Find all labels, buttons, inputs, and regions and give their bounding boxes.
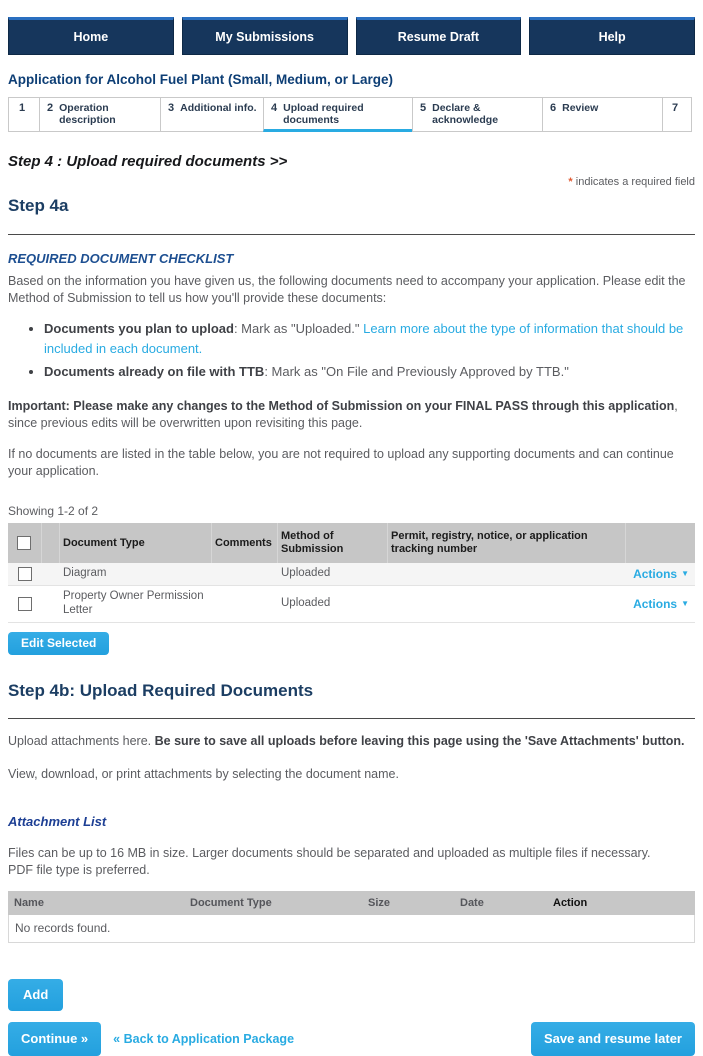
att-header-size: Size xyxy=(368,897,391,910)
tab-step-6-review[interactable] xyxy=(542,97,663,132)
showing-count: Showing 1-2 of 2 xyxy=(8,504,99,519)
row-2-checkbox-cell xyxy=(8,586,42,623)
bullet-documents-to-upload xyxy=(44,319,695,359)
tab-step-5-number: 5 xyxy=(420,102,427,114)
upload-instructions xyxy=(8,733,695,750)
important-note xyxy=(8,398,695,433)
tab-step-2-operation-description[interactable] xyxy=(39,97,161,132)
header-select-all-cell xyxy=(8,523,42,563)
back-to-application-package-link[interactable]: « Back to Application Package xyxy=(113,1032,295,1047)
step-4-heading: Step 4 : Upload required documents >> xyxy=(8,153,288,171)
header-actions-cell xyxy=(626,523,695,563)
row-2-actions-label: Actions xyxy=(633,597,678,612)
step-4b-heading: Step 4b: Upload Required Documents xyxy=(8,681,314,701)
caret-down-icon: ▼ xyxy=(681,569,689,579)
tab-step-6-label: Review xyxy=(562,102,599,114)
no-documents-note: If no documents are listed in the table below, you are not required to upload any supporting documents and can continue your application. xyxy=(8,446,674,478)
row-1-permit xyxy=(388,563,626,586)
upload-instructions-bold: Be sure to save all uploads before leaving this page using the 'Save Attachments' button. xyxy=(154,734,685,749)
row-2-checkbox[interactable] xyxy=(18,597,32,611)
att-header-name: Name xyxy=(14,897,44,910)
row-2-method: Uploaded xyxy=(278,586,388,623)
attachments-table xyxy=(8,891,695,943)
tab-step-5-label: Declare & acknowledge xyxy=(432,102,499,127)
select-all-checkbox[interactable] xyxy=(17,536,31,550)
tab-step-6-number: 6 xyxy=(550,102,557,114)
required-documents-table xyxy=(8,523,695,623)
top-nav xyxy=(8,17,695,55)
no-records-row: No records found. xyxy=(8,915,695,943)
tab-step-4-number: 4 xyxy=(271,102,278,114)
tab-step-3-label: Additional info. xyxy=(180,102,257,114)
add-attachment-button[interactable]: Add xyxy=(8,979,63,1011)
required-documents-table-header xyxy=(8,523,695,563)
checklist-intro-text: Based on the information you have given us, the following documents need to accompany your application. Please edit the Method of Submission to tell us how you'll provide these documents: xyxy=(8,274,686,306)
file-size-note-line-2: PDF file type is preferred. xyxy=(8,862,150,877)
nav-help-button[interactable]: Help xyxy=(529,17,695,55)
tab-step-2-number: 2 xyxy=(47,102,54,114)
row-2-comments xyxy=(212,586,278,623)
row-2-actions-menu[interactable] xyxy=(626,586,695,623)
step-tabs xyxy=(8,97,695,132)
nav-my-submissions-button[interactable]: My Submissions xyxy=(182,17,348,55)
bullet-2-bold: Documents already on file with TTB xyxy=(44,363,265,379)
tab-step-4-upload-required-documents-active[interactable] xyxy=(263,97,413,132)
tab-step-3-additional-info[interactable] xyxy=(160,97,264,132)
step-4a-heading: Step 4a xyxy=(8,196,69,216)
continue-button[interactable]: Continue » xyxy=(8,1022,101,1056)
header-spacer-cell xyxy=(42,523,60,563)
bullet-1-text: : Mark as "Uploaded." xyxy=(233,320,364,336)
important-note-bold: Important: Please make any changes to the Method of Submission on your FINAL PASS through this application xyxy=(8,399,675,414)
save-and-resume-later-button[interactable]: Save and resume later xyxy=(531,1022,695,1056)
required-field-note xyxy=(8,176,695,188)
att-header-document-type: Document Type xyxy=(190,897,272,910)
attachments-table-header xyxy=(8,891,695,915)
row-1-actions-label: Actions xyxy=(633,567,678,582)
required-document-checklist-title: REQUIRED DOCUMENT CHECKLIST xyxy=(8,251,234,267)
divider xyxy=(8,234,695,235)
att-header-action: Action xyxy=(553,897,588,910)
upload-instructions-normal: Upload attachments here. xyxy=(8,734,155,749)
header-comments: Comments xyxy=(212,523,278,563)
file-size-note xyxy=(8,845,695,880)
tab-step-5-declare-acknowledge[interactable] xyxy=(412,97,543,132)
tab-step-4-label: Upload required documents xyxy=(283,102,364,127)
page-title: Application for Alcohol Fuel Plant (Small, Medium, or Large) xyxy=(8,72,394,87)
tab-step-7-number: 7 xyxy=(671,102,679,114)
row-1-spacer xyxy=(42,563,60,586)
row-1-comments xyxy=(212,563,278,586)
divider xyxy=(8,718,695,719)
bullet-documents-on-file xyxy=(44,362,695,382)
bullet-1-bold: Documents you plan to upload xyxy=(44,320,234,336)
tab-step-1[interactable] xyxy=(8,97,40,132)
row-2-permit xyxy=(388,586,626,623)
row-1-document-type: Diagram xyxy=(60,563,212,586)
checklist-bullets xyxy=(44,319,695,382)
table-row-diagram xyxy=(8,563,695,586)
nav-home-button[interactable]: Home xyxy=(8,17,174,55)
row-1-checkbox[interactable] xyxy=(18,567,32,581)
header-permit-number: Permit, registry, notice, or application tracking number xyxy=(388,523,626,563)
important-note-rest: , since previous edits will be overwritten upon revisiting this page. xyxy=(8,399,678,431)
tab-step-3-number: 3 xyxy=(168,102,175,114)
row-1-method: Uploaded xyxy=(278,563,388,586)
row-1-actions-menu[interactable] xyxy=(626,563,695,586)
edit-selected-button[interactable]: Edit Selected xyxy=(8,632,109,655)
tab-step-7[interactable] xyxy=(662,97,692,132)
file-size-note-line-1: Files can be up to 16 MB in size. Larger documents should be separated and uploaded as multiple files if necessary. xyxy=(8,845,651,860)
attachment-list-title: Attachment List xyxy=(8,813,107,829)
required-star: * xyxy=(568,176,573,189)
nav-resume-draft-button[interactable]: Resume Draft xyxy=(356,17,522,55)
footer-actions xyxy=(8,1022,695,1056)
required-note-text: indicates a required field xyxy=(572,176,695,189)
header-document-type: Document Type xyxy=(60,523,212,563)
learn-more-link[interactable]: Learn more about the type of information that should be included in each document. xyxy=(44,320,684,356)
tab-step-1-number: 1 xyxy=(18,102,26,114)
att-header-date: Date xyxy=(460,897,484,910)
row-2-spacer xyxy=(42,586,60,623)
header-method-of-submission: Method of Submission xyxy=(278,523,388,563)
tab-step-2-label: Operation description xyxy=(59,102,116,127)
row-1-checkbox-cell xyxy=(8,563,42,586)
table-row-property-owner-permission-letter xyxy=(8,586,695,623)
row-2-document-type: Property Owner Permission Letter xyxy=(60,586,212,623)
view-download-note: View, download, or print attachments by selecting the document name. xyxy=(8,767,399,782)
bullet-2-text: : Mark as "On File and Previously Approved by TTB." xyxy=(264,363,569,379)
caret-down-icon: ▼ xyxy=(681,599,689,609)
